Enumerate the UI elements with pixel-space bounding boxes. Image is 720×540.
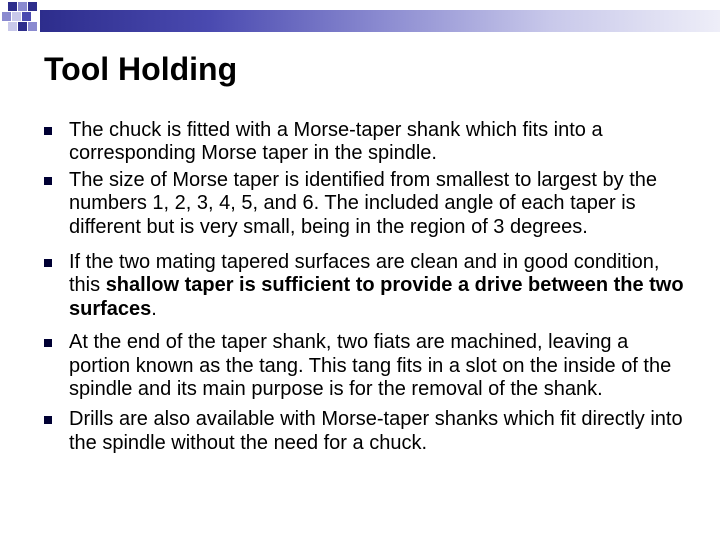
bullet-item (44, 408, 694, 455)
decor-square (22, 12, 31, 21)
bullet-text-part: At the end of the taper shank, two fiats are machined, leaving a portion known as the tang. This tang fits in a slot on the inside of the spindle and its main purpose is for the removal of the shank. (69, 331, 672, 401)
slide-title: Tool Holding (44, 51, 238, 87)
bullet-text-part: If the two mating tapered surfaces are clean and in good condition, this (69, 251, 660, 297)
bullet-text-bold: shallow taper is sufficient to provide a drive between the two surfaces (69, 274, 684, 320)
bullet-item (44, 169, 694, 239)
decor-square (8, 22, 17, 31)
decor-square (28, 22, 37, 31)
bullet-text-part: . (151, 297, 157, 320)
bullet-item (44, 119, 694, 166)
decor-square (8, 2, 17, 11)
decor-square (18, 2, 27, 11)
decor-square (18, 22, 27, 31)
bullet-text (69, 251, 684, 320)
bullet-text (69, 169, 657, 238)
bullet-item (44, 251, 694, 321)
bullet-item (44, 331, 694, 401)
decor-square (2, 12, 11, 21)
bullet-text (69, 408, 683, 453)
bullet-list (44, 119, 694, 455)
square-bullet-icon (44, 259, 52, 267)
bullet-text-part: Drills are also available with Morse-taper shanks which fit directly into the spindle without the need for a chuck. (69, 408, 683, 454)
gradient-bar (40, 10, 720, 32)
decor-square (12, 12, 21, 21)
bullet-text (69, 119, 603, 164)
bullet-text (69, 331, 671, 400)
square-bullet-icon (44, 416, 52, 424)
square-bullet-icon (44, 177, 52, 185)
square-bullet-icon (44, 127, 52, 135)
decorative-banner (0, 0, 720, 40)
bullet-text-part: The size of Morse taper is identified from smallest to largest by the numbers 1, 2, 3, 4, 5, and 6. The included angle of each taper is different but is very small, being in the region of 3 degrees. (69, 168, 658, 238)
decor-square (28, 2, 37, 11)
bullet-text-part: The chuck is fitted with a Morse-taper shank which fits into a corresponding Morse taper in the spindle. (69, 119, 603, 165)
square-bullet-icon (44, 339, 52, 347)
